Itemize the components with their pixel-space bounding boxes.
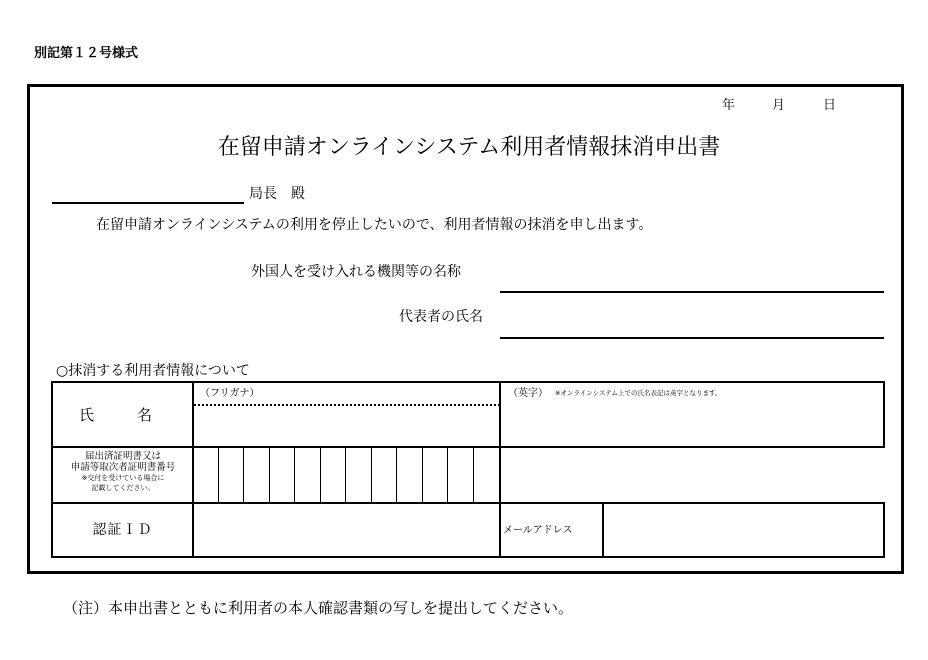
certificate-label-line: 申請等取次者証明書番号: [70, 462, 176, 473]
furigana-label: （フリガナ）: [200, 388, 260, 399]
furigana-field[interactable]: [195, 384, 498, 404]
email-label: メールアドレス: [503, 525, 573, 536]
table-border-right: [883, 381, 885, 448]
form-number-label: 別記第１２号様式: [34, 46, 139, 61]
request-statement: 在留申請オンラインシステムの利用を停止したいので、利用者情報の抹消を申し出ます。: [96, 217, 653, 233]
email-field[interactable]: [605, 505, 882, 555]
document-title: 在留申請オンラインシステム利用者情報抹消申出書: [217, 135, 721, 160]
table-border-top: [51, 381, 885, 383]
organization-name-label: 外国人を受け入れる機関等の名称: [251, 264, 461, 280]
organization-name-field[interactable]: [500, 291, 884, 293]
english-name-note: ※オンラインシステム上での氏名表記は英字となります。: [555, 389, 722, 397]
date-day-label: 日: [823, 98, 837, 113]
name-kana-field[interactable]: [195, 406, 498, 445]
representative-name-label: 代表者の氏名: [399, 309, 483, 325]
table-divider: [602, 502, 604, 558]
section-title: ○抹消する利用者情報について: [56, 363, 250, 379]
representative-name-field[interactable]: [500, 337, 884, 339]
table-divider: [51, 446, 885, 448]
auth-id-label: 認証ＩＤ: [92, 522, 153, 538]
table-border-bottom: [51, 556, 885, 558]
date-year-label: 年: [722, 98, 736, 113]
table-border-right: [883, 502, 885, 558]
certificate-label-line: 届出済証明書又は: [84, 451, 161, 462]
addressee-input-line[interactable]: [52, 202, 244, 204]
addressee-suffix: 局長 殿: [249, 186, 305, 202]
auth-id-field[interactable]: [195, 505, 498, 555]
table-divider: [499, 381, 501, 558]
table-divider: [51, 502, 885, 504]
certificate-note-line: ※交付を受けている場合に: [81, 474, 165, 482]
date-month-label: 月: [772, 98, 786, 113]
certificate-number-field[interactable]: [195, 449, 498, 501]
certificate-number-label: [54, 451, 192, 493]
english-name-field[interactable]: [502, 400, 882, 445]
english-name-label: （英字）: [508, 388, 548, 399]
certificate-note-line: 記載してください。: [91, 484, 155, 492]
footer-note: （注）本申出書とともに利用者の本人確認書類の写しを提出してください。: [63, 599, 574, 617]
name-label: 氏 名: [78, 406, 166, 424]
